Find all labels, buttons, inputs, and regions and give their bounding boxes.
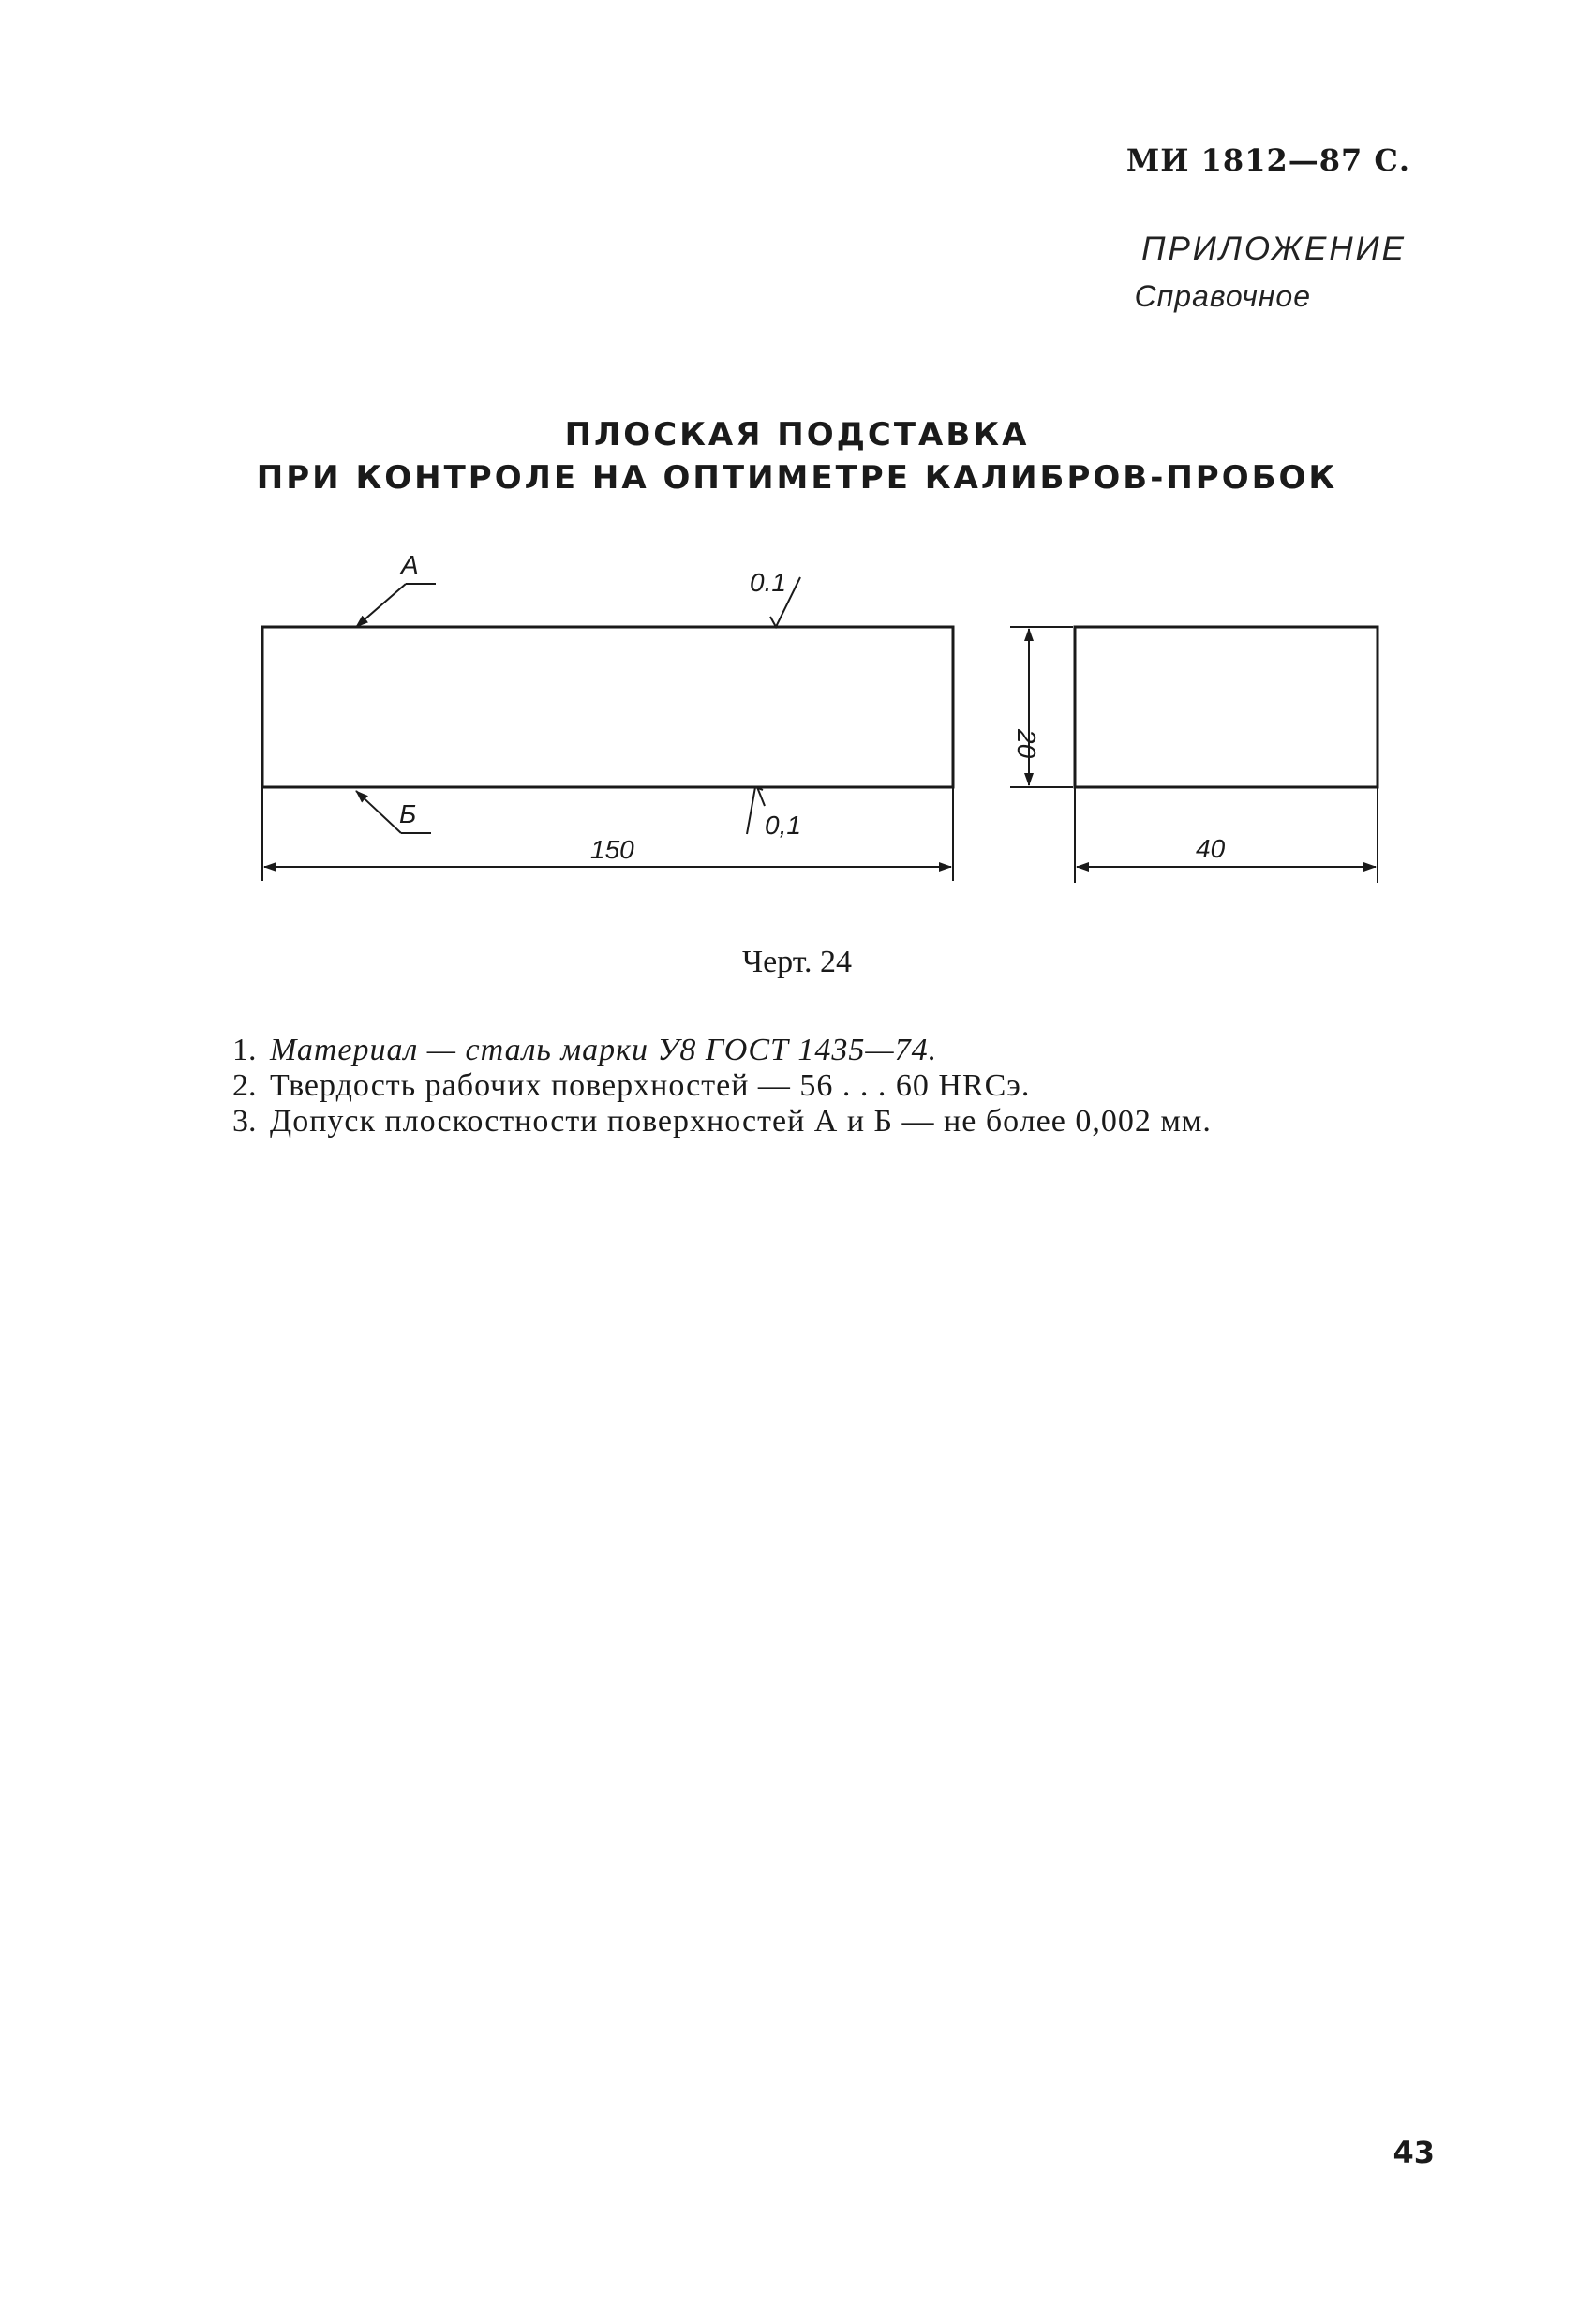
- note-text: Допуск плоскостности поверхностей А и Б — не более 0,002 мм.: [270, 1104, 1212, 1139]
- page-number: 43: [1393, 2135, 1435, 2170]
- note-text: Материал — сталь марки У8 ГОСТ 1435—74.: [270, 1033, 938, 1067]
- note-item: [232, 1033, 1404, 1068]
- roughness-mark-bottom: [747, 787, 801, 840]
- dimension-height: [1010, 627, 1073, 787]
- surface-b-leader: [356, 791, 431, 833]
- surface-a-label: А: [401, 550, 419, 579]
- title-line-2: ПРИ КОНТРОЛЕ НА ОПТИМЕТРЕ КАЛИБРОВ-ПРОБОК: [256, 459, 1338, 497]
- dimension-height-label: 20: [1012, 729, 1041, 759]
- dimension-width-label: 40: [1196, 834, 1226, 863]
- note-text: Твердость рабочих поверхностей — 56 . . . 60 HRCэ.: [270, 1068, 1031, 1103]
- surface-a-leader: [356, 550, 436, 627]
- dimension-length-label: 150: [590, 835, 634, 864]
- roughness-mark-top: [750, 568, 800, 627]
- front-view-outline: [262, 627, 953, 787]
- note-number: 3.: [232, 1104, 257, 1139]
- surface-b-label: Б: [399, 799, 417, 828]
- technical-drawing: [244, 542, 1396, 898]
- side-view-outline: [1075, 627, 1378, 787]
- note-item: [232, 1068, 1404, 1104]
- dimension-width: [1075, 787, 1378, 883]
- document-code: МИ 1812—87 С.: [1125, 142, 1410, 178]
- figure-caption: Черт. 24: [741, 945, 853, 979]
- note-item: [232, 1104, 1404, 1140]
- reference-note: Справочное: [1134, 279, 1311, 313]
- note-number: 2.: [232, 1068, 257, 1103]
- notes-list: [232, 1033, 1404, 1140]
- roughness-bottom-label: 0,1: [765, 811, 801, 840]
- roughness-top-label: 0.1: [750, 568, 786, 597]
- note-number: 1.: [232, 1033, 257, 1067]
- title-line-1: ПЛОСКАЯ ПОДСТАВКА: [564, 416, 1030, 454]
- appendix-heading: ПРИЛОЖЕНИЕ: [1141, 231, 1407, 267]
